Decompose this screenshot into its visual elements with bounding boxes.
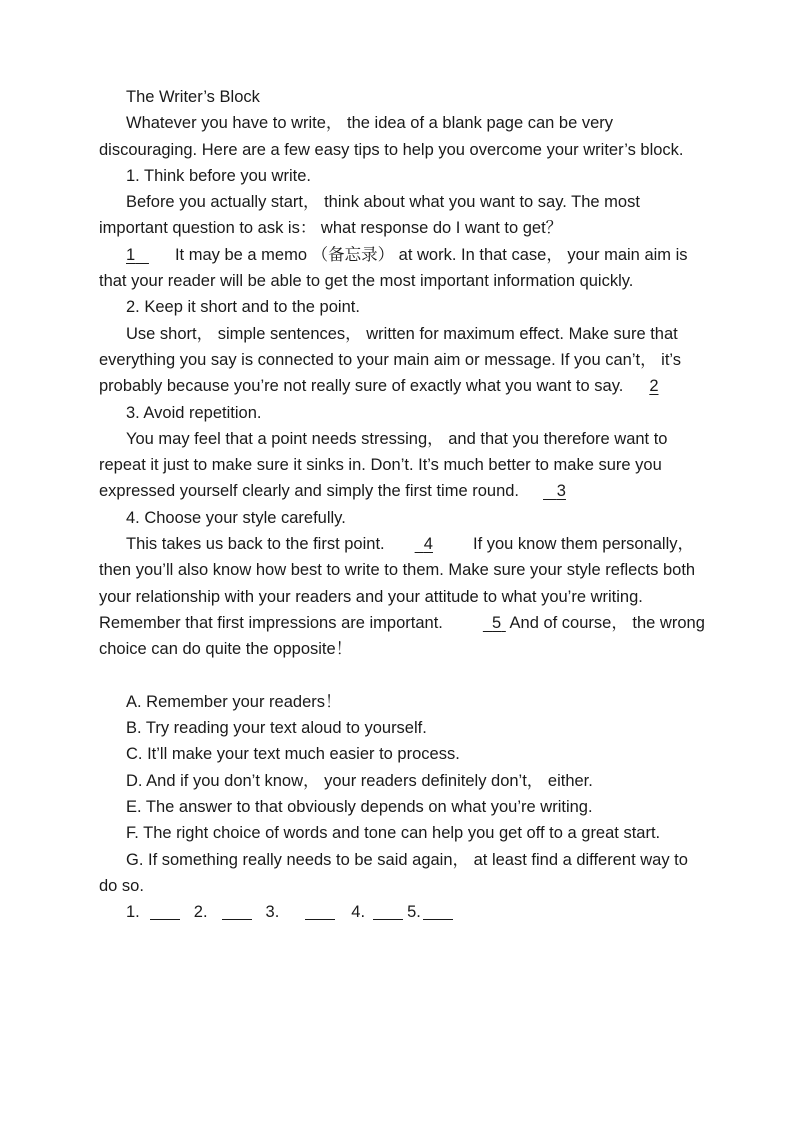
tip-3-text: You may feel that a point needs stressing， and that you therefore want to repeat it just to make sure it sinks in. Don’t. It’s much better to make sure you expressed yourself clearly and simply the first time round. xyxy=(99,429,668,501)
blank-1: 1 xyxy=(126,245,136,264)
answer-number-1: 1. xyxy=(126,903,140,922)
tip-2-paragraph xyxy=(99,321,709,400)
document-page xyxy=(99,84,709,926)
answer-blank-2[interactable] xyxy=(222,901,252,920)
answer-blank-3[interactable] xyxy=(305,901,335,920)
answer-number-3: 3. xyxy=(265,903,280,922)
answer-blank-5[interactable] xyxy=(423,901,453,920)
tip-2-text: Use short， simple sentences， written for maximum effect. Make sure that everything you say is connected to your main aim or message. If you can’t， it’s probably because you’re not really sure of exactly what you want to say. xyxy=(99,324,682,396)
tip-4-text-b: If you know them personally， then you’ll also know how best to write to them. Make sure your style reflects both your relationship with your readers and your attitude to what you’re writing. Remember that first impressions are important. xyxy=(99,535,696,632)
tip-1-paragraph: Before you actually start， think about what you want to say. The most important question to ask is： what response do I want to get？ xyxy=(99,193,640,238)
blank-2: 2 xyxy=(649,377,659,396)
tip-1-heading: 1. Think before you write. xyxy=(126,166,311,185)
tip-4-text-c: And of course， the wrong choice can do quite the opposite！ xyxy=(99,613,705,659)
answer-blank-1[interactable] xyxy=(150,901,180,920)
tip-1-text-b: It may be a memo （备忘录） at work. In that case， your main aim is that your reader will be able to get the most important information quickly. xyxy=(99,245,688,291)
option-e: E. The answer to that obviously depends on what you’re writing. xyxy=(126,798,593,817)
tip-4-paragraph xyxy=(99,531,709,662)
tip-4-heading: 4. Choose your style carefully. xyxy=(126,508,346,527)
blank-5: 5 xyxy=(492,613,502,632)
spacer xyxy=(99,663,709,689)
tip-2-heading: 2. Keep it short and to the point. xyxy=(126,298,360,317)
tip-3-heading: 3. Avoid repetition. xyxy=(126,403,262,422)
option-g: G. If something really needs to be said again， at least find a different way to do so. xyxy=(99,850,688,895)
blank-3: 3 xyxy=(556,482,566,501)
answer-number-5: 5. xyxy=(407,903,421,922)
answer-number-2: 2. xyxy=(193,903,208,922)
tip-3-paragraph xyxy=(99,426,709,505)
option-b: B. Try reading your text aloud to yourself. xyxy=(126,719,427,738)
article-title: The Writer’s Block xyxy=(126,88,260,106)
option-f: F. The right choice of words and tone can help you get off to a great start. xyxy=(126,824,661,843)
option-d: D. And if you don’t know， your readers definitely don’t， either. xyxy=(126,771,593,790)
blank-4: 4 xyxy=(423,535,433,554)
answer-number-4: 4. xyxy=(351,903,366,922)
option-a: A. Remember your readers！ xyxy=(126,692,342,711)
intro-paragraph: Whatever you have to write， the idea of a blank page can be very discouraging. Here are a few easy tips to help you overcome your writer’s block. xyxy=(99,114,684,159)
answer-blank-4[interactable] xyxy=(373,901,403,920)
tip-4-text-a: This takes us back to the first point. xyxy=(126,535,385,554)
option-c: C. It’ll make your text much easier to process. xyxy=(126,745,460,764)
tip-1-paragraph-b xyxy=(99,242,709,295)
answer-line xyxy=(99,899,709,925)
